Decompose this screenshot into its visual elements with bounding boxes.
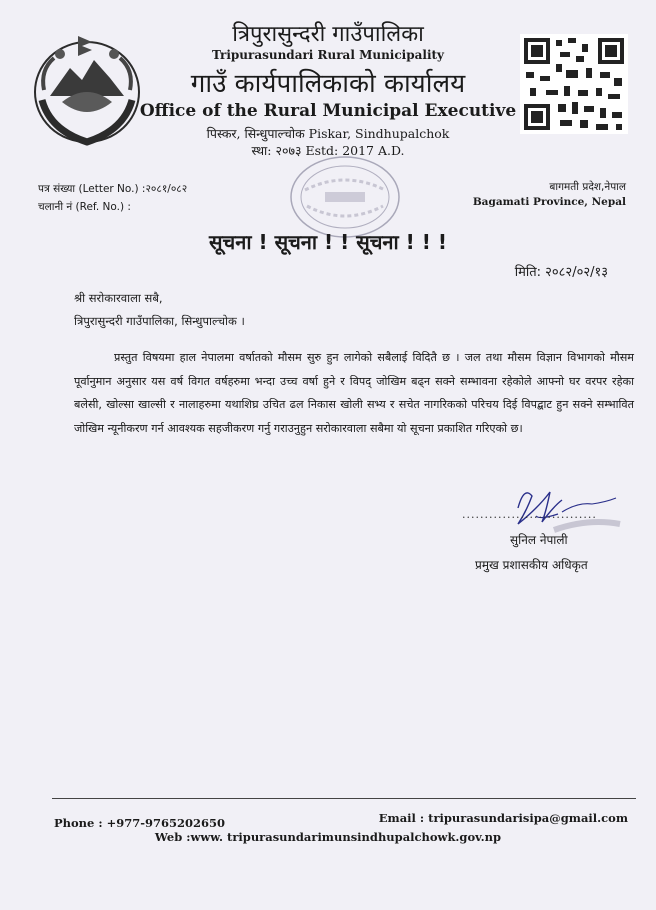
notice-paragraph: प्रस्तुत विषयमा हाल नेपालमा वर्षातको मौसम सुरु हुन लागेको सबैलाई विदितै छ । जल तथा मौसम विज्ञान विभागको मौसम पूर्वानुमान अनुसार यस वर्ष विगत वर्षहरुमा भन्दा उच्च वर्षा हुने र विपद् जोखिम बढ्न सक्ने सम्भावना रहेकोले आफ्नो घर वरपर रहेका बलेसी, खोल्सा खाल्सी र नालाहरुमा यथाशिघ्र उचित ढल निकास खोली सभ्य र सचेत नागरिकको परिचय दिई विपद्बाट हुन सक्ने सम्भावित जोखिम न्यूनीकरण गर्न आवश्यक सहजीकरण गर्नु गराउनुहुन सरोकारवाला सबैमा यो सूचना प्रकाशित गरिएको छ। bbox=[74, 351, 634, 435]
notice-title: सूचना ! सूचना ! ! सूचना ! ! ! bbox=[209, 230, 447, 254]
signature-line: .............................. bbox=[462, 508, 597, 521]
province-nepali: बागमती प्रदेश,नेपाल bbox=[549, 181, 626, 193]
footer-divider bbox=[52, 798, 636, 799]
signatory-title: प्रमुख प्रशासकीय अधिकृत bbox=[475, 558, 588, 572]
footer-email: Email : tripurasundarisipa@gmail.com bbox=[378, 811, 628, 825]
footer-website: Web :www. tripurasundarimunsindhupalchowk.gov.np bbox=[154, 830, 502, 844]
notice-date: मिति: २०८२/०२/१३ bbox=[514, 265, 608, 280]
reference-number: चलानी नं (Ref. No.) : bbox=[38, 201, 131, 213]
letter-number: पत्र संख्या (Letter No.) :२०८१/०८२ bbox=[38, 183, 188, 195]
notice-body bbox=[74, 346, 634, 440]
municipality-name-nepali: त्रिपुरासुन्दरी गाउँपालिका bbox=[232, 22, 424, 47]
recipient-line-2: त्रिपुरासुन्दरी गाउँपालिका, सिन्धुपाल्चोक । bbox=[74, 314, 245, 328]
footer-phone: Phone : +977-9765202650 bbox=[54, 816, 226, 830]
province-english: Bagamati Province, Nepal bbox=[472, 196, 626, 208]
signatory-name: सुनिल नेपाली bbox=[510, 533, 568, 547]
office-address: पिस्कर, सिन्धुपाल्चोक Piskar, Sindhupalchok bbox=[206, 126, 450, 141]
municipality-name-english: Tripurasundari Rural Municipality bbox=[211, 48, 445, 62]
established-year: स्था: २०७३ Estd: 2017 A.D. bbox=[251, 143, 405, 158]
office-name-nepali: गाउँ कार्यपालिकाको कार्यालय bbox=[190, 69, 466, 99]
recipient-line-1: श्री सरोकारवाला सबै, bbox=[74, 291, 163, 305]
office-name-english: Office of the Rural Municipal Executive bbox=[139, 101, 517, 121]
